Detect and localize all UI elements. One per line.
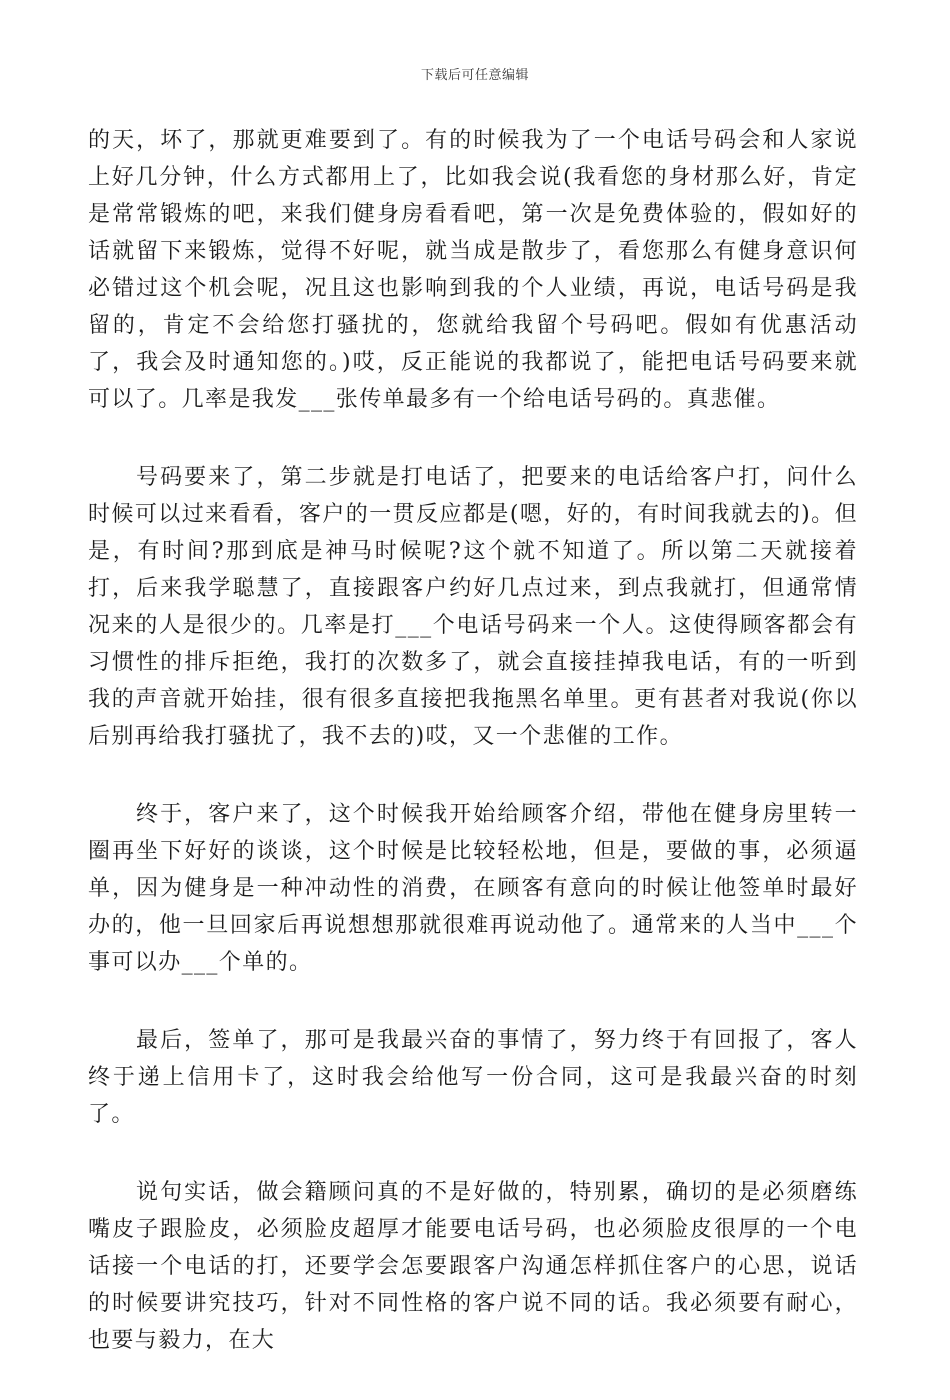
paragraph-5: 说句实话，做会籍顾问真的不是好做的，特别累，确切的是必须磨练嘴皮子跟脸皮，必须脸皮超厚才能要电话号码，也必须脸皮很厚的一个电话接一个电话的打，还要学会怎要跟客户沟通怎样抓住客户的心思，说话的时候要讲究技巧，针对不同性格的客户说不同的话。我必须要有耐心，也要与毅力，在大 [88,1180,858,1353]
paragraph-2: 号码要来了，第二步就是打电话了，把要来的电话给客户打，问什么时候可以过来看看，客户的一贯反应都是(嗯，好的，有时间我就去的)。但是，有时间?那到底是神马时候呢?这个就不知道了。所以第二天就接着打，后来我学聪慧了，直接跟客户约好几点过来，到点我就打，但通常情况来的人是很少的。几率是打___个电话号码来一个人。这使得顾客都会有习惯性的排斥拒绝，我打的次数多了，就会直接挂掉我电话，有的一听到我的声音就开始挂，很有很多直接把我拖黑名单里。更有甚者对我说(你以后别再给我打骚扰了，我不去的)哎，又一个悲催的工作。 [88,465,858,749]
document-body [88,122,858,1400]
page-header: 下载后可任意编辑 [420,68,529,83]
paragraph-1: 的天，坏了，那就更难要到了。有的时候我为了一个电话号码会和人家说上好几分钟，什么方式都用上了，比如我会说(我看您的身材那么好，肯定是常常锻炼的吧，来我们健身房看看吧，第一次是免费体验的，假如好的话就留下来锻炼，觉得不好呢，就当成是散步了，看您那么有健身意识何必错过这个机会呢，况且这也影响到我的个人业绩，再说，电话号码是我留的，肯定不会给您打骚扰的，您就给我留个号码吧。假如有优惠活动了，我会及时通知您的。)哎，反正能说的我都说了，能把电话号码要来就可以了。几率是我发___张传单最多有一个给电话号码的。真悲催。 [88,128,858,412]
paragraph-3: 终于，客户来了，这个时候我开始给顾客介绍，带他在健身房里转一圈再坐下好好的谈谈，这个时候是比较轻松地，但是，要做的事，必须逼单，因为健身是一种冲动性的消费，在顾客有意向的时候让他签单时最好办的，他一旦回家后再说想想那就很难再说动他了。通常来的人当中___个事可以办___个单的。 [88,802,858,975]
paragraph-4: 最后，签单了，那可是我最兴奋的事情了，努力终于有回报了，客人终于递上信用卡了，这时我会给他写一份合同，这可是我最兴奋的时刻了。 [88,1028,858,1127]
